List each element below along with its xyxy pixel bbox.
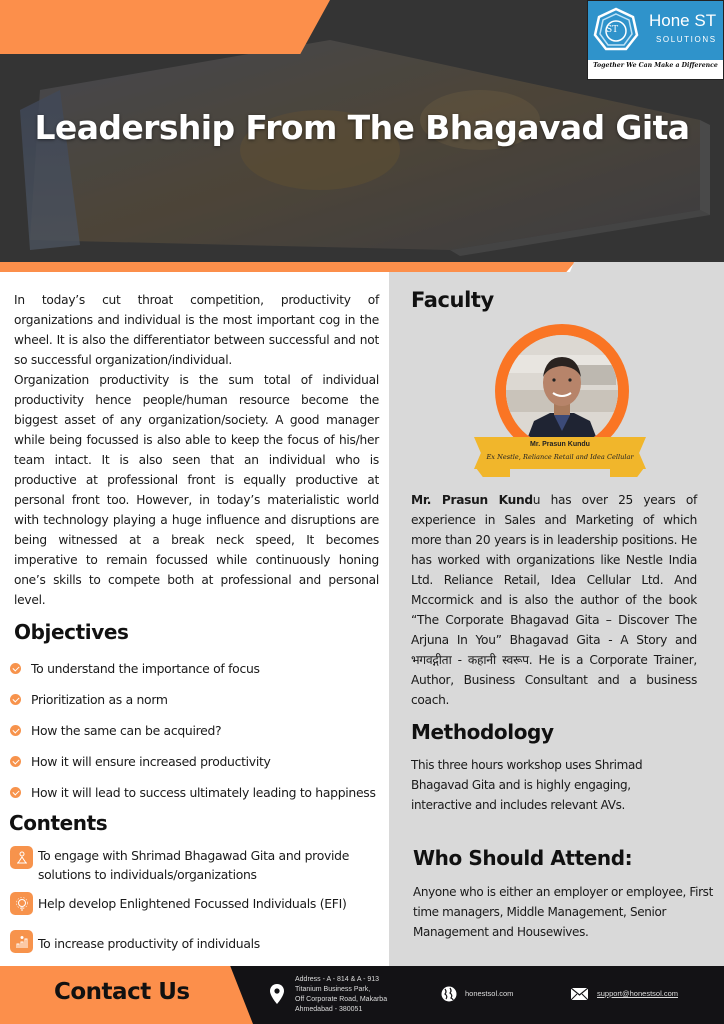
content-item (10, 930, 380, 953)
address-line: Off Corporate Road, Makarba (295, 996, 388, 1003)
check-icon (10, 756, 21, 767)
globe-icon (441, 986, 457, 1002)
bio-text: u has over 25 years of experience in Sales and Marketing of which more than 20 years is in leadership positions. He has worked with organizations like Nestle India Ltd. Reliance Retail, Idea Cellular Ltd. And Mccormick and is also the author of the book “The Corporate Bhagavad Gita – Discover The Arjuna In You” Bhagavad Gita - A Story and भगवद्गीता - कहानी स्वरूप. He is a Corporate Trainer, Author, Business Consultant and a business coach. (411, 493, 697, 707)
email-link[interactable]: support@honestsol.com (597, 989, 678, 998)
objectives-heading: Objectives (14, 620, 129, 644)
growth-chart-icon (10, 930, 33, 953)
methodology-heading: Methodology (411, 720, 554, 744)
attend-heading: Who Should Attend: (413, 846, 633, 870)
hero-banner (0, 0, 724, 262)
check-icon (10, 663, 21, 674)
logo-subtitle: SOLUTIONS (656, 35, 717, 44)
address-line: Titanium Business Park, (295, 986, 371, 993)
logo-banner (588, 1, 723, 60)
logo-name: Hone ST (649, 11, 717, 30)
ribbon-tail (610, 468, 644, 477)
orange-divider-strip (0, 262, 575, 272)
faculty-name-ribbon (474, 437, 646, 478)
bio-name: Mr. Prasun Kund (411, 493, 533, 507)
panel-top-fill (570, 262, 724, 272)
meditation-icon (10, 846, 33, 869)
contact-us-heading: Contact Us (54, 979, 190, 1005)
intro-paragraph: Organization productivity is the sum total of individual productivity hence people/human resource become the biggest asset of any organization/society. A good manager while being focussed is also able to keep the focus of his/her team intact. It is also seen that an individual who is productive at professional front is equally productive at personal front too. However, in today’s materialistic world with technology playing a huge influence and disruptions are being witnessed at a break neck speed, It becomes imperative to remain focussed while continuously honing one’s skills to compete both at professional and personal level. (14, 373, 379, 607)
faculty-name: Mr. Prasun Kundu (530, 441, 590, 448)
objectives-list (10, 653, 385, 808)
intro-text (14, 290, 379, 610)
location-pin-icon (270, 984, 284, 1004)
faculty-photo (506, 335, 618, 447)
content-text: To increase productivity of individuals (38, 936, 260, 951)
orange-corner-tab (0, 0, 330, 54)
content-item (10, 846, 370, 884)
objective-text: How the same can be acquired? (31, 723, 222, 738)
objective-item (10, 653, 385, 684)
objective-text: Prioritization as a norm (31, 692, 168, 707)
address (295, 975, 387, 1015)
intro-paragraph: In today’s cut throat competition, productivity of organizations and individual is the most important cog in the wheel. It is also the differentiator between successful and not so successful organization/individual. (14, 293, 379, 367)
email-icon (571, 988, 588, 1000)
contents-heading: Contents (9, 811, 108, 835)
check-icon (10, 694, 21, 705)
content-text: Help develop Enlightened Focussed Individuals (EFI) (38, 896, 347, 911)
faculty-role: Ex Nestle, Reliance Retail and Idea Cellular (486, 453, 634, 461)
footer-contact-bar (0, 966, 724, 1024)
objective-text: How it will ensure increased productivity (31, 754, 271, 769)
objective-item (10, 684, 385, 715)
attend-text: Anyone who is either an employer or employee, First time managers, Middle Management, Senior Management and Housewives. (413, 885, 713, 939)
objective-text: How it will lead to success ultimately leading to happiness (31, 785, 376, 800)
faculty-bio (411, 490, 697, 710)
address-line: Address - A - 814 & A - 913 (295, 976, 380, 983)
objective-item (10, 746, 385, 777)
lightbulb-gear-icon (10, 892, 33, 915)
address-line: Ahmedabad - 380051 (295, 1006, 363, 1013)
page-title: Leadership From The Bhagavad Gita (34, 108, 690, 147)
logo-mark-text: ST (606, 25, 619, 35)
methodology-text: This three hours workshop uses Shrimad Bhagavad Gita and is highly engaging, interactive and includes relevant AVs. (411, 758, 643, 812)
check-icon (10, 787, 21, 798)
content-item (10, 892, 380, 915)
objective-item (10, 777, 385, 808)
content-text: To engage with Shrimad Bhagawad Gita and provide solutions to individuals/organizations (38, 848, 350, 882)
objective-item (10, 715, 385, 746)
objective-text: To understand the importance of focus (31, 661, 260, 676)
website-link[interactable]: honestsol.com (465, 989, 514, 998)
faculty-heading: Faculty (411, 288, 494, 312)
company-logo[interactable] (587, 0, 724, 80)
check-icon (10, 725, 21, 736)
ribbon-tail (476, 468, 510, 477)
logo-tagline: Together We Can Make a Difference (593, 62, 718, 69)
